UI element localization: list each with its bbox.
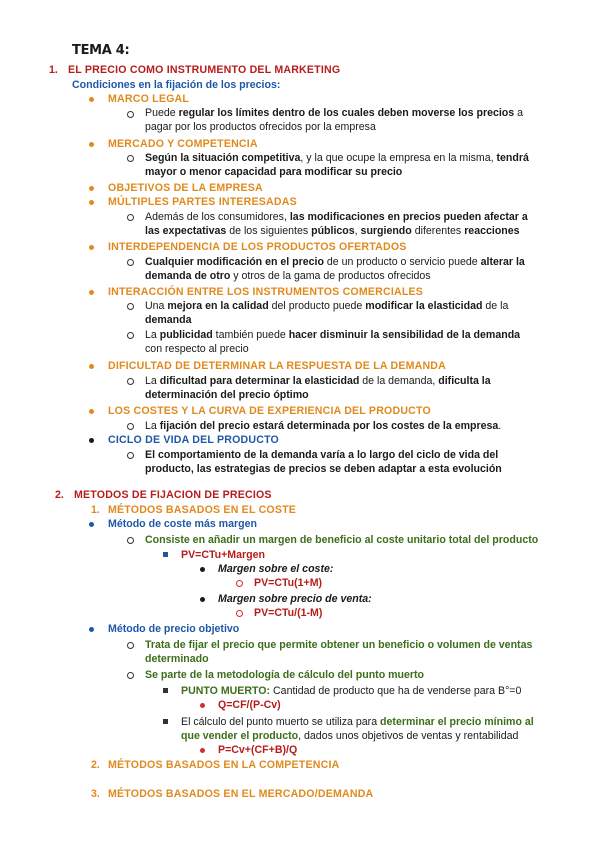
circle-bullet-icon bbox=[127, 155, 134, 162]
formula-pv-price: PV=CTu/(1-M) bbox=[254, 607, 323, 619]
bullet-icon bbox=[89, 627, 94, 632]
item-text-line: con respecto al precio bbox=[145, 343, 249, 355]
item-text-line: mayor o menor capacidad para modificar su precio bbox=[145, 166, 403, 178]
circle-bullet-icon bbox=[127, 672, 134, 679]
bullet-icon bbox=[89, 200, 94, 205]
item-text-line: determinación del precio óptimo bbox=[145, 389, 309, 401]
section-2-number: 2. bbox=[55, 489, 64, 501]
item-text-line: producto, las estrategias de precios se deben adaptar a esta evolución bbox=[145, 463, 502, 475]
item-text-line: Puede regular los límites dentro de los cuales deben moverse los precios a bbox=[145, 107, 524, 119]
bullet-icon bbox=[89, 142, 94, 147]
item-interdependencia: INTERDEPENDENCIA DE LOS PRODUCTOS OFERTADOS bbox=[108, 241, 407, 253]
item-interaccion: INTERACCIÓN ENTRE LOS INSTRUMENTOS COMERCIALES bbox=[108, 286, 424, 298]
method-coste-margen: Método de coste más margen bbox=[108, 518, 257, 530]
circle-bullet-icon bbox=[127, 111, 134, 118]
item-text-line: demanda bbox=[145, 314, 192, 326]
formula-punto-muerto: Q=CF/(P-Cv) bbox=[218, 699, 281, 711]
item-dificultad: DIFICULTAD DE DETERMINAR LA RESPUESTA DE LA DEMANDA bbox=[108, 360, 447, 372]
circle-bullet-icon bbox=[127, 452, 134, 459]
circle-bullet-icon bbox=[127, 537, 134, 544]
item-text-line: demanda de otro y otros de la gama de productos ofrecidos bbox=[145, 270, 431, 282]
circle-bullet-icon bbox=[236, 610, 243, 617]
subsection-competencia: MÉTODOS BASADOS EN LA COMPETENCIA bbox=[108, 759, 340, 771]
bullet-icon bbox=[200, 597, 205, 602]
item-costes: LOS COSTES Y LA CURVA DE EXPERIENCIA DEL PRODUCTO bbox=[108, 405, 431, 417]
page-title: TEMA 4: bbox=[72, 43, 130, 58]
bullet-icon bbox=[89, 97, 94, 102]
punto-muerto-definition: PUNTO MUERTO: Cantidad de producto que ha de venderse para B°=0 bbox=[181, 685, 522, 697]
section-1-heading: EL PRECIO COMO INSTRUMENTO DEL MARKETING bbox=[68, 64, 341, 76]
item-text-line: El cálculo del punto muerto se utiliza para determinar el precio mínimo al bbox=[181, 716, 534, 728]
subsection-coste: MÉTODOS BASADOS EN EL COSTE bbox=[108, 504, 297, 516]
bullet-icon bbox=[89, 409, 94, 414]
subsection-number: 2. bbox=[91, 759, 100, 771]
item-text-line: que vender el producto, dados unos objetivos de ventas y rentabilidad bbox=[181, 730, 519, 742]
bullet-icon bbox=[200, 567, 205, 572]
subsection-number: 3. bbox=[91, 788, 100, 800]
margin-on-price-label: Margen sobre precio de venta: bbox=[218, 593, 372, 605]
circle-bullet-icon bbox=[127, 303, 134, 310]
margin-on-cost-label: Margen sobre el coste: bbox=[218, 563, 334, 575]
circle-bullet-icon bbox=[236, 580, 243, 587]
bullet-icon bbox=[89, 186, 94, 191]
item-text-line: La fijación del precio estará determinada por los costes de la empresa. bbox=[145, 420, 502, 432]
square-bullet-icon bbox=[163, 719, 168, 724]
circle-bullet-icon bbox=[127, 423, 134, 430]
item-text-line: Según la situación competitiva, y la que ocupe la empresa en la misma, tendrá bbox=[145, 152, 529, 164]
bullet-icon bbox=[89, 522, 94, 527]
item-text-line: Cualquier modificación en el precio de un producto o servicio puede alterar la bbox=[145, 256, 525, 268]
item-text-line: Además de los consumidores, las modificaciones en precios pueden afectar a bbox=[145, 211, 528, 223]
item-marco-legal: MARCO LEGAL bbox=[108, 93, 190, 105]
item-multiples-partes: MÚLTIPLES PARTES INTERESADAS bbox=[108, 196, 297, 208]
section-1-subheading: Condiciones en la fijación de los precios: bbox=[72, 79, 281, 91]
item-text-line: Una mejora en la calidad del producto puede modificar la elasticidad de la bbox=[145, 300, 509, 312]
method-description: Trata de fijar el precio que permite obtener un beneficio o volumen de ventas bbox=[145, 639, 533, 651]
circle-bullet-icon bbox=[127, 214, 134, 221]
item-text-line: las expectativas de los siguientes públicos, surgiendo diferentes reacciones bbox=[145, 225, 520, 237]
method-description: determinado bbox=[145, 653, 209, 665]
formula-pv-margen: PV=CTu+Margen bbox=[181, 549, 265, 561]
square-bullet-icon bbox=[163, 688, 168, 693]
bullet-icon bbox=[89, 438, 94, 443]
formula-precio-minimo: P=Cv+(CF+B)/Q bbox=[218, 744, 298, 756]
square-bullet-icon bbox=[163, 552, 168, 557]
method-precio-objetivo: Método de precio objetivo bbox=[108, 623, 240, 635]
item-text-line: La dificultad para determinar la elasticidad de la demanda, dificulta la bbox=[145, 375, 491, 387]
item-ciclo-vida: CICLO DE VIDA DEL PRODUCTO bbox=[108, 434, 279, 446]
bullet-icon bbox=[89, 364, 94, 369]
section-2-heading: METODOS DE FIJACION DE PRECIOS bbox=[74, 489, 272, 501]
item-mercado-competencia: MERCADO Y COMPETENCIA bbox=[108, 138, 258, 150]
section-1-number: 1. bbox=[49, 64, 58, 76]
item-text-line: pagar por los productos ofrecidos por la empresa bbox=[145, 121, 376, 133]
item-text-line: La publicidad también puede hacer disminuir la sensibilidad de la demanda bbox=[145, 329, 521, 341]
subsection-mercado: MÉTODOS BASADOS EN EL MERCADO/DEMANDA bbox=[108, 788, 374, 800]
bullet-icon bbox=[89, 245, 94, 250]
formula-pv-cost: PV=CTu(1+M) bbox=[254, 577, 323, 589]
circle-bullet-icon bbox=[127, 332, 134, 339]
circle-bullet-icon bbox=[127, 642, 134, 649]
method-description: Consiste en añadir un margen de beneficio al coste unitario total del producto bbox=[145, 534, 539, 546]
bullet-icon bbox=[89, 290, 94, 295]
bullet-icon bbox=[200, 748, 205, 753]
item-text-line: El comportamiento de la demanda varía a lo largo del ciclo de vida del bbox=[145, 449, 499, 461]
item-objetivos-empresa: OBJETIVOS DE LA EMPRESA bbox=[108, 182, 263, 194]
bullet-icon bbox=[200, 703, 205, 708]
circle-bullet-icon bbox=[127, 259, 134, 266]
circle-bullet-icon bbox=[127, 378, 134, 385]
subsection-number: 1. bbox=[91, 504, 100, 516]
method-description: Se parte de la metodología de cálculo del punto muerto bbox=[145, 669, 425, 681]
